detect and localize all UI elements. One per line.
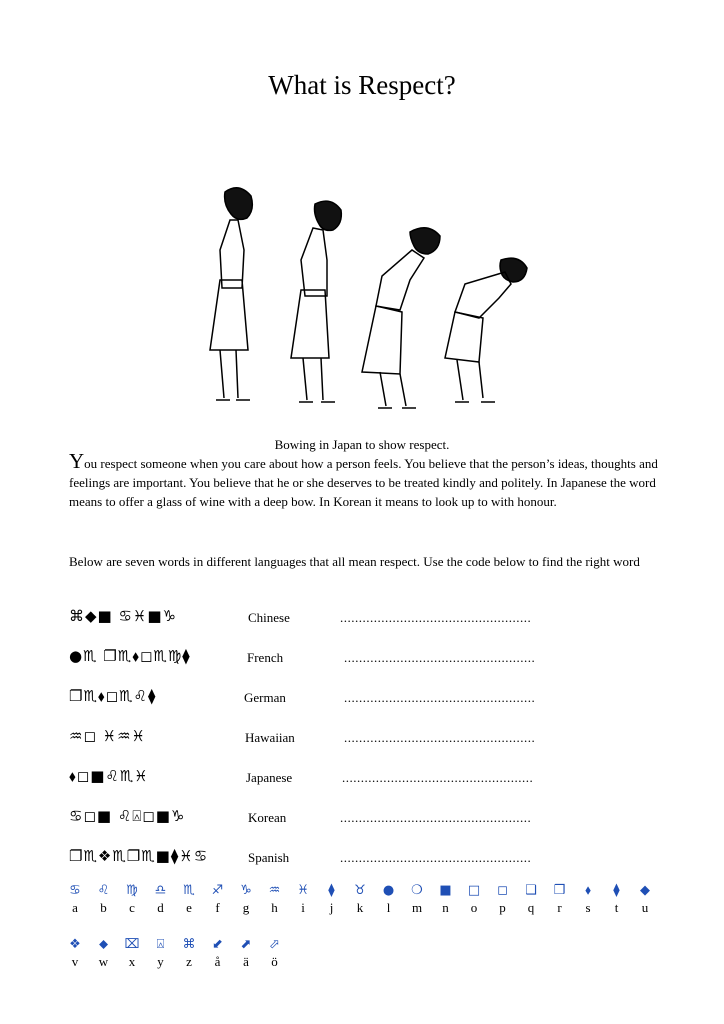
word-row-spanish bbox=[0, 847, 724, 871]
illustration-caption: Bowing in Japan to show respect. bbox=[274, 437, 450, 452]
key-symbol: ♍ bbox=[126, 883, 138, 898]
key-symbol: ❑ bbox=[525, 883, 537, 898]
key-cell bbox=[518, 882, 544, 916]
key-cell bbox=[262, 936, 288, 970]
key-letter: x bbox=[128, 954, 136, 969]
key-letter: v bbox=[71, 954, 79, 969]
key-letter: i bbox=[301, 900, 305, 915]
answer-blank[interactable]: ................................................... bbox=[342, 770, 534, 785]
key-letter: l bbox=[386, 900, 391, 915]
key-letter: f bbox=[215, 900, 220, 915]
key-letter: d bbox=[157, 900, 164, 915]
key-symbol: ♉ bbox=[354, 883, 366, 898]
language-label: Hawaiian bbox=[245, 730, 295, 745]
key-letter: q bbox=[527, 900, 535, 915]
word-row-french bbox=[0, 647, 724, 671]
key-symbol: ◻ bbox=[497, 883, 508, 898]
answer-blank[interactable]: ................................................... bbox=[344, 690, 536, 705]
key-symbol: ♐ bbox=[211, 883, 224, 898]
word-row-german bbox=[0, 687, 724, 711]
coded-word: ⌘◆■ ♋♓■♑ bbox=[69, 607, 177, 625]
key-symbol: ⬈ bbox=[240, 937, 252, 952]
key-symbol: ❖ bbox=[69, 937, 81, 952]
key-cell bbox=[148, 882, 174, 916]
answer-blank[interactable]: ................................................... bbox=[340, 610, 532, 625]
key-letter: s bbox=[585, 900, 591, 915]
key-symbol: ■ bbox=[439, 883, 452, 898]
key-letter: p bbox=[499, 900, 506, 915]
key-letter: n bbox=[442, 900, 449, 915]
key-cell bbox=[205, 936, 231, 970]
coded-word: ●♏ ❐♏⬧◻♏♍⧫ bbox=[69, 647, 191, 665]
key-letter: u bbox=[641, 900, 649, 915]
key-letter: t bbox=[614, 900, 619, 915]
page-title: What is Respect? bbox=[268, 70, 456, 100]
key-cell bbox=[347, 882, 373, 916]
figure-upright bbox=[210, 188, 252, 400]
key-cell bbox=[376, 882, 402, 916]
instructions-paragraph: Below are seven words in different languages that all mean respect. Use the code below to find the right word bbox=[69, 554, 640, 569]
key-symbol: ⬧ bbox=[585, 883, 591, 898]
answer-blank[interactable]: ................................................... bbox=[340, 850, 532, 865]
key-symbol: ♑ bbox=[240, 883, 252, 898]
word-row-korean bbox=[0, 807, 724, 831]
key-cell bbox=[490, 882, 516, 916]
key-letter: a bbox=[72, 900, 78, 915]
key-cell bbox=[404, 882, 430, 916]
key-cell bbox=[461, 882, 487, 916]
key-symbol: ⬥ bbox=[98, 937, 109, 952]
key-cell bbox=[205, 882, 231, 916]
key-symbol: ♒ bbox=[268, 883, 281, 898]
key-letter: g bbox=[242, 900, 250, 915]
key-letter: ö bbox=[271, 954, 278, 969]
intro-text: ou respect someone when you care about how a person feels. You believe that the person’s ideas, thoughts and feelings are important. You believe that he or she deserves to be treated kindly and politely. In Japanese the word means to offer a glass of wine with a deep bow. In Korean it means to look up to with honour. bbox=[69, 456, 658, 509]
key-symbol: ♏ bbox=[183, 883, 195, 898]
drop-cap: Y bbox=[69, 449, 85, 473]
word-row-chinese bbox=[0, 607, 724, 631]
key-letter: e bbox=[186, 900, 192, 915]
key-symbol: ♎ bbox=[154, 883, 167, 898]
word-row-hawaiian bbox=[0, 727, 724, 751]
key-symbol: □ bbox=[467, 883, 481, 898]
key-symbol: ❒ bbox=[553, 883, 566, 898]
key-letter: y bbox=[157, 954, 164, 969]
language-label: Korean bbox=[248, 810, 287, 825]
coded-word: ❐♏❖♏❐♏■⧫♓♋ bbox=[69, 847, 209, 865]
key-cell bbox=[119, 882, 145, 916]
answer-blank[interactable]: ................................................... bbox=[344, 730, 536, 745]
key-cell bbox=[575, 882, 601, 916]
key-letter: m bbox=[411, 900, 423, 915]
language-label: French bbox=[247, 650, 284, 665]
coded-word: ⬧◻■♌♏♓ bbox=[69, 767, 149, 785]
coded-word: ♋◻■ ♌⍓◻■♑ bbox=[69, 807, 186, 825]
answer-blank[interactable]: ................................................... bbox=[344, 650, 536, 665]
language-label: Spanish bbox=[248, 850, 290, 865]
key-cell bbox=[148, 936, 174, 970]
key-cell bbox=[547, 882, 573, 916]
key-cell bbox=[119, 936, 145, 970]
key-letter: z bbox=[186, 954, 192, 969]
key-cell bbox=[91, 936, 117, 970]
key-symbol: ◆ bbox=[640, 883, 650, 898]
key-symbol: ● bbox=[382, 883, 395, 898]
key-letter: r bbox=[557, 900, 562, 915]
key-letter: j bbox=[329, 900, 334, 915]
key-symbol: ♋ bbox=[69, 883, 81, 898]
key-symbol: ⬀ bbox=[269, 937, 280, 952]
key-symbol: ⧫ bbox=[328, 883, 335, 898]
language-label: Japanese bbox=[246, 770, 293, 785]
coded-word: ❐♏⬧◻♏♌⧫ bbox=[69, 687, 157, 705]
key-symbol: ⌘ bbox=[182, 937, 196, 952]
key-cell bbox=[290, 882, 316, 916]
key-symbol: ⌧ bbox=[124, 937, 140, 952]
key-letter: h bbox=[271, 900, 278, 915]
key-symbol: ⧫ bbox=[613, 883, 620, 898]
key-cell bbox=[262, 882, 288, 916]
key-letter: o bbox=[470, 900, 478, 915]
key-cell bbox=[176, 882, 202, 916]
key-letter: b bbox=[100, 900, 107, 915]
figure-deepest-bow bbox=[445, 258, 527, 402]
key-cell bbox=[91, 882, 117, 916]
key-symbol: ⬋ bbox=[212, 937, 223, 952]
key-cell bbox=[62, 882, 88, 916]
word-row-japanese bbox=[0, 767, 724, 791]
key-letter: å bbox=[214, 954, 221, 969]
intro-paragraph bbox=[69, 449, 669, 511]
key-letter: ä bbox=[243, 954, 249, 969]
language-label: Chinese bbox=[248, 610, 290, 625]
key-cell bbox=[604, 882, 630, 916]
key-letter: w bbox=[98, 954, 109, 969]
key-cell bbox=[233, 882, 259, 916]
key-cell bbox=[176, 936, 202, 970]
figure-slight-bow bbox=[291, 201, 341, 402]
key-cell bbox=[433, 882, 459, 916]
key-symbol: ⍓ bbox=[156, 937, 165, 952]
key-cell bbox=[319, 882, 345, 916]
key-letter: k bbox=[356, 900, 364, 915]
figure-deep-bow bbox=[362, 228, 440, 408]
answer-blank[interactable]: ................................................... bbox=[340, 810, 532, 825]
key-symbol: ♌ bbox=[97, 883, 110, 898]
bowing-women-illustration bbox=[180, 180, 560, 410]
key-symbol: ♓ bbox=[297, 883, 309, 898]
key-cell bbox=[233, 936, 259, 970]
key-cell bbox=[632, 882, 658, 916]
key-cell bbox=[62, 936, 88, 970]
key-symbol: ❍ bbox=[411, 883, 423, 898]
coded-word: ♒◻ ♓♒♓ bbox=[69, 727, 147, 745]
key-letter: c bbox=[129, 900, 135, 915]
language-label: German bbox=[244, 690, 286, 705]
